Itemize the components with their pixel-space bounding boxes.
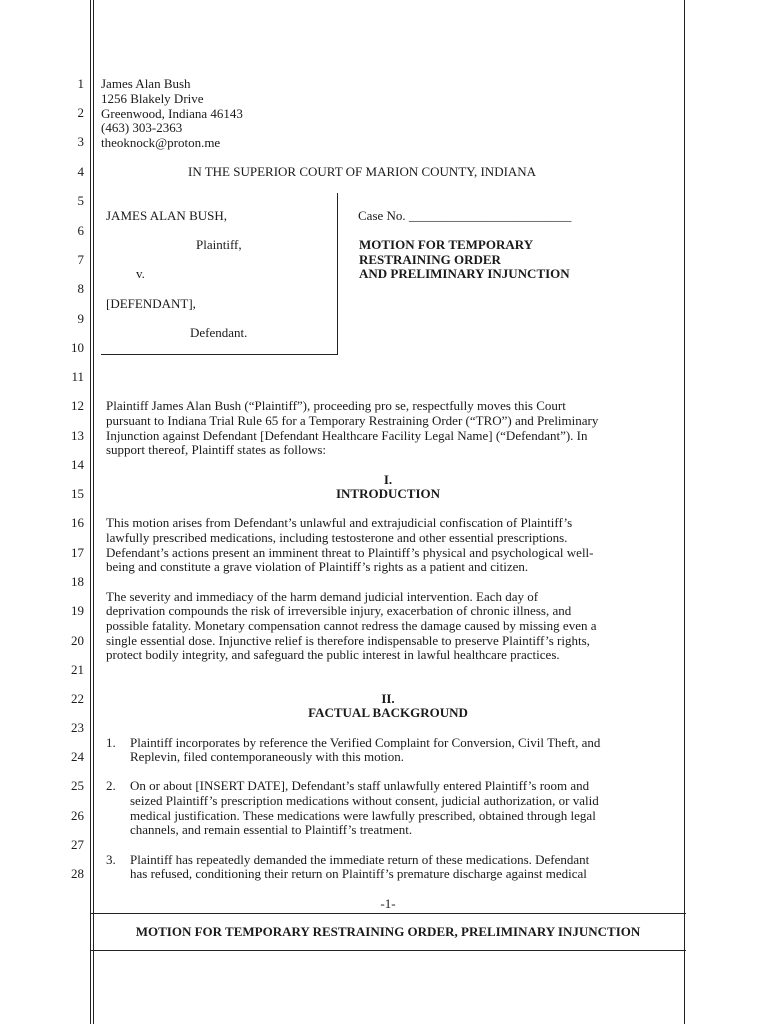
line-number: 28 (71, 866, 84, 881)
motion-title-line: AND PRELIMINARY INJUNCTION (359, 266, 570, 281)
paragraph-line: Plaintiff James Alan Bush (“Plaintiff”), proceeding pro se, respectfully moves this Court (106, 398, 566, 413)
line-number: 5 (77, 193, 84, 208)
section-1-heading: INTRODUCTION (335, 486, 440, 501)
plaintiff-name: JAMES ALAN BUSH, (106, 208, 227, 223)
paragraph-line: pursuant to Indiana Trial Rule 65 for a Temporary Restraining Order (“TRO”) and Preliminary (106, 413, 599, 428)
line-number: 22 (71, 691, 84, 706)
paragraph-line: seized Plaintiff’s prescription medications without consent, judicial authorization, or valid (130, 793, 599, 808)
paragraph-line: possible fatality. Monetary compensation cannot redress the damage caused by missing even a (106, 618, 597, 633)
list-item-number: 1. (106, 735, 116, 750)
plaintiff-role: Plaintiff, (196, 237, 242, 252)
footer-title: MOTION FOR TEMPORARY RESTRAINING ORDER, PRELIMINARY INJUNCTION (135, 924, 641, 939)
line-number: 4 (77, 164, 84, 179)
defendant-name: [DEFENDANT], (106, 296, 196, 311)
attorney-name: James Alan Bush (101, 76, 191, 91)
paragraph-line: protect bodily integrity, and safeguard the public interest in lawful healthcare practices. (106, 647, 560, 662)
footer-rule-top (90, 913, 686, 914)
attorney-city: Greenwood, Indiana 46143 (101, 106, 243, 121)
case-number: Case No. _________________________ (358, 208, 572, 223)
line-number: 9 (77, 311, 84, 326)
line-number: 19 (71, 603, 84, 618)
line-number: 17 (71, 545, 84, 560)
paragraph-line: being and constitute a grave violation of Plaintiff’s rights as a patient and citizen. (106, 559, 529, 574)
line-number: 26 (71, 808, 84, 823)
paragraph-line: Injunction against Defendant [Defendant Healthcare Facility Legal Name] (“Defendant”). In (106, 428, 588, 443)
paragraph-line: Replevin, filed contemporaneously with this motion. (130, 749, 405, 764)
line-number: 15 (71, 486, 84, 501)
attorney-email: theoknock@proton.me (101, 135, 221, 150)
paragraph-line: The severity and immediacy of the harm demand judicial intervention. Each day of (106, 589, 539, 604)
list-item-number: 3. (106, 852, 116, 867)
line-number: 18 (71, 574, 84, 589)
paragraph-line: Plaintiff has repeatedly demanded the immediate return of these medications. Defendant (130, 852, 590, 867)
paragraph-line: medical justification. These medications were lawfully prescribed, obtained through legal (130, 808, 596, 823)
paragraph-line: Plaintiff incorporates by reference the Verified Complaint for Conversion, Civil Theft, and (130, 735, 601, 750)
section-2-numeral: II. (381, 691, 395, 706)
line-number: 7 (77, 252, 84, 267)
left-margin-rule-outer (90, 0, 91, 1024)
defendant-role: Defendant. (190, 325, 248, 340)
right-margin-rule (684, 0, 685, 1024)
paragraph-line: support thereof, Plaintiff states as follows: (106, 442, 327, 457)
versus: v. (136, 266, 145, 281)
line-number: 23 (71, 720, 84, 735)
attorney-phone: (463) 303-2363 (101, 120, 183, 135)
paragraph-line: channels, and remain essential to Plaintiff’s treatment. (130, 822, 413, 837)
caption-bottom-rule (101, 354, 338, 355)
motion-title-line: MOTION FOR TEMPORARY (359, 237, 534, 252)
line-number: 13 (71, 428, 84, 443)
line-number: 21 (71, 662, 84, 677)
paragraph-line: Defendant’s actions present an imminent threat to Plaintiff’s physical and psychological well- (106, 545, 594, 560)
attorney-street: 1256 Blakely Drive (101, 91, 204, 106)
left-margin-rule-inner (93, 0, 94, 1024)
line-number: 10 (71, 340, 84, 355)
court-heading: IN THE SUPERIOR COURT OF MARION COUNTY, INDIANA (188, 164, 537, 179)
line-number: 1 (77, 76, 84, 91)
list-item-number: 2. (106, 778, 116, 793)
footer-rule-bottom (90, 950, 686, 951)
line-number: 6 (77, 223, 84, 238)
paragraph-line: has refused, conditioning their return on Plaintiff’s premature discharge against medical (130, 866, 587, 881)
line-number: 16 (71, 515, 84, 530)
caption-vertical-rule (337, 193, 338, 355)
paragraph-line: deprivation compounds the risk of irreversible injury, exacerbation of chronic illness, and (106, 603, 572, 618)
section-1-numeral: I. (383, 472, 393, 487)
line-number: 24 (71, 749, 84, 764)
paragraph-line: lawfully prescribed medications, including testosterone and other essential prescriptions. (106, 530, 568, 545)
line-number: 20 (71, 633, 84, 648)
line-number: 2 (77, 105, 84, 120)
paragraph-line: This motion arises from Defendant’s unlawful and extrajudicial confiscation of Plaintiff’s (106, 515, 573, 530)
section-2-heading: FACTUAL BACKGROUND (308, 705, 468, 720)
line-number: 12 (71, 398, 84, 413)
line-number: 14 (71, 457, 84, 472)
line-number: 11 (71, 369, 84, 384)
line-number: 8 (77, 281, 84, 296)
paragraph-line: On or about [INSERT DATE], Defendant’s staff unlawfully entered Plaintiff’s room and (130, 778, 590, 793)
motion-title-line: RESTRAINING ORDER (359, 252, 501, 267)
paragraph-line: single essential dose. Injunctive relief is therefore indispensable to preserve Plaintiff’s rights, (106, 633, 590, 648)
page-number: -1- (380, 896, 396, 911)
line-number: 3 (77, 134, 84, 149)
line-number: 25 (71, 778, 84, 793)
line-number: 27 (71, 837, 84, 852)
